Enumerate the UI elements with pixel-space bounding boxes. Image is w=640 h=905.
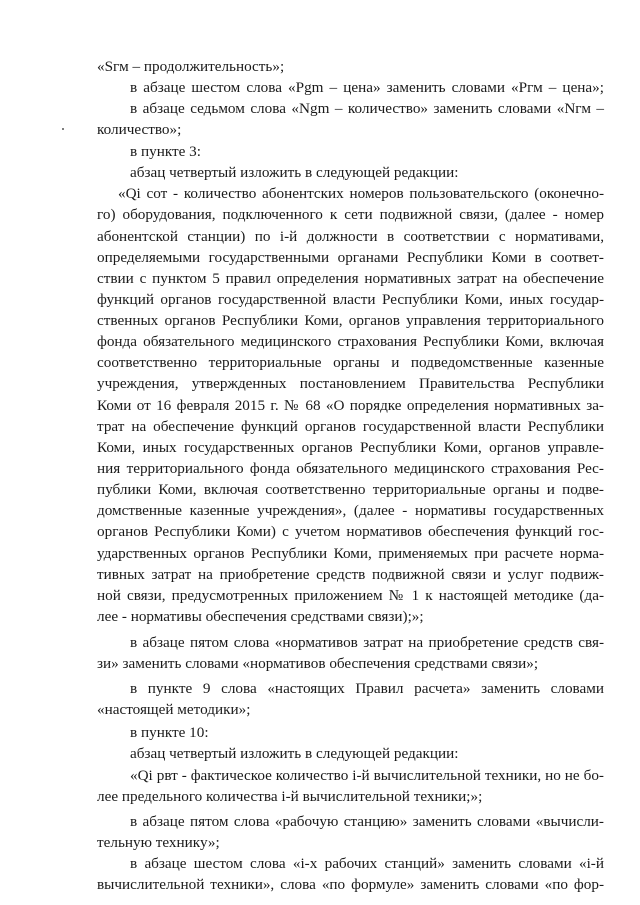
text-line: в абзаце шестом слова «Pgm – цена» заменить словами «Pгм – цена»; [130, 79, 604, 96]
text-line: учреждения, утвержденных постановлением Правительства Республики [97, 375, 604, 392]
text-line: тивных затрат на приобретение средств подвижной связи и услуг подвиж- [97, 566, 604, 583]
text-line: количество»; [97, 121, 182, 138]
text-line: лее - нормативы обеспечения средствами связи);»; [97, 608, 424, 625]
text-line: абзац четвертый изложить в следующей редакции: [130, 745, 459, 762]
text-line: ной связи, предусмотренных приложением № 1 к настоящей методике (да- [97, 587, 604, 604]
text-line: абонентской станции) по i-й должности в соответствии с нормативами, [97, 228, 604, 245]
text-line: в абзаце пятом слова «рабочую станцию» заменить словами «вычисли- [130, 813, 604, 830]
text-line: «Sгм – продолжительность»; [97, 58, 285, 75]
text-line: в абзаце пятом слова «нормативов затрат на приобретение средств свя- [130, 634, 604, 651]
text-line: публики Коми, включая соответственно территориальные органы и подве- [97, 481, 604, 498]
text-line: абзац четвертый изложить в следующей редакции: [130, 164, 459, 181]
text-line: лее предельного количества i-й вычислительной техники;»; [97, 788, 483, 805]
text-line: функций органов государственной власти Республики Коми, иных государ- [97, 291, 604, 308]
text-line: ударственных органов Республики Коми, применяемых при расчете норма- [97, 545, 604, 562]
text-line: в абзаце седьмом слова «Ngm – количество» заменить словами «Nгм – [130, 100, 604, 117]
text-line: домственные казенные учреждения», (далее - нормативы государственных [97, 502, 604, 519]
text-line: фонда обязательного медицинского страхования Республики Коми, включая [97, 333, 604, 350]
text-line: в пункте 3: [130, 143, 201, 160]
text-line: «Qi рвт - фактическое количество i-й вычислительной техники, но не бо- [130, 767, 604, 784]
text-line: «Qi сот - количество абонентских номеров пользовательского (оконечно- [118, 185, 604, 202]
text-line: соответственно территориальные органы и подведомственные казенные [97, 354, 604, 371]
text-line: определяемыми государственными органами Республики Коми в соответ- [97, 249, 604, 266]
text-line: «настоящей методики»; [97, 701, 251, 718]
text-line: трат на обеспечение функций органов государственной власти Республики [97, 418, 604, 435]
text-line: ствии с пунктом 5 правил определения нормативных затрат на обеспечение [97, 270, 604, 287]
text-line: в абзаце шестом слова «i-х рабочих станций» заменить словами «i-й [130, 855, 604, 872]
text-line: Коми от 16 февраля 2015 г. № 68 «О порядке определения нормативных за- [97, 397, 604, 414]
text-line: ния территориального фонда обязательного медицинского страхования Рес- [97, 460, 604, 477]
text-line: тельную технику»; [97, 834, 220, 851]
text-line: вычислительной техники», слова «по формуле» заменить словами «по фор- [97, 876, 604, 893]
scan-speck [62, 128, 64, 130]
text-line: зи» заменить словами «нормативов обеспечения средствами связи»; [97, 655, 539, 672]
text-line: ственных органов Республики Коми, органов управления территориального [97, 312, 604, 329]
text-line: в пункте 9 слова «настоящих Правил расчета» заменить словами [130, 680, 604, 697]
text-line: органов Республики Коми) с учетом нормативов обеспечения функций гос- [97, 523, 604, 540]
text-line: в пункте 10: [130, 724, 209, 741]
text-line: Коми, иных государственных органов Республики Коми, органов управле- [97, 439, 604, 456]
text-line: го) оборудования, подключенного к сети подвижной связи, (далее - номер [97, 206, 604, 223]
